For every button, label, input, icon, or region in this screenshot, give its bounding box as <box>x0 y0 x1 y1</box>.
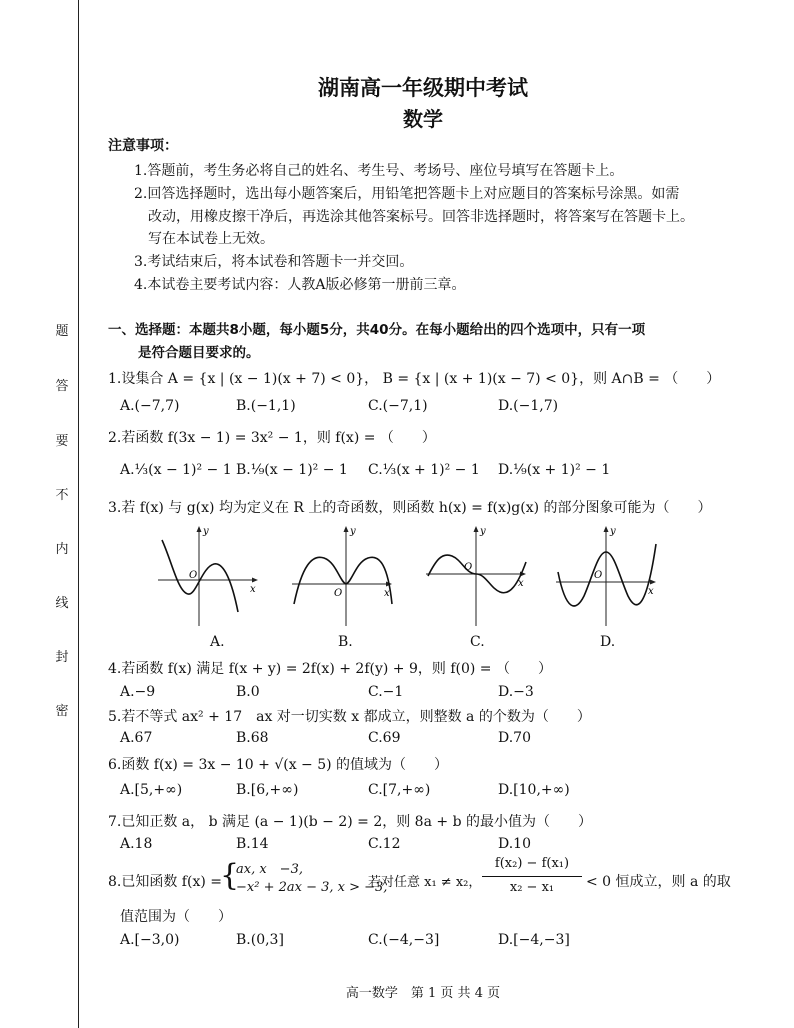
piecewise-brace: { <box>220 858 240 893</box>
question-stem-cont: 值范围为（ ） <box>120 909 232 925</box>
option-d: D.⅑(x + 1)² − 1 <box>498 462 611 478</box>
exam-subject: 数学 <box>403 107 443 131</box>
option-d: D.[−4,−3] <box>498 932 570 948</box>
option-c: C.(−7,1) <box>368 398 428 414</box>
section-heading: 一、选择题：本题共8小题，每小题5分，共40分。在每小题给出的四个选项中，只有一项 <box>108 322 646 338</box>
option-d: D.−3 <box>498 684 534 700</box>
binding-char: 封 <box>55 650 69 665</box>
fraction-bar <box>482 876 582 877</box>
option-b: B.[6,+∞) <box>236 782 299 798</box>
notice-item: 写在本试卷上无效。 <box>148 231 274 247</box>
question-stem: 2.若函数 f(3x − 1) = 3x² − 1，则 f(x) = （ ） <box>108 430 436 446</box>
option-d: D.(−1,7) <box>498 398 559 414</box>
notice-item: 1.答题前，考生务必将自己的姓名、考生号、考场号、座位号填写在答题卡上。 <box>134 163 624 179</box>
graph-d-label: D. <box>600 634 616 650</box>
option-d: D.[10,+∞) <box>498 782 570 798</box>
graph-y-label: y <box>350 526 356 537</box>
option-a: A.67 <box>120 730 153 746</box>
graph-origin-label: O <box>464 562 473 573</box>
question-condition: 若对任意 x₁ ≠ x₂， <box>368 875 482 890</box>
graph-x-label: x <box>384 588 390 599</box>
option-a: A.18 <box>120 836 153 852</box>
section-heading-cont: 是符合题目要求的。 <box>138 345 260 361</box>
binding-char: 要 <box>55 434 69 449</box>
option-b: B.0 <box>236 684 260 700</box>
binding-char: 题 <box>55 324 69 339</box>
option-c: C.[7,+∞) <box>368 782 431 798</box>
option-b: B.14 <box>236 836 269 852</box>
graph-x-label: x <box>250 584 256 595</box>
notice-heading: 注意事项： <box>108 138 178 154</box>
graph-x-label: x <box>518 578 524 589</box>
binding-line <box>78 0 79 1028</box>
notice-item: 4.本试卷主要考试内容：人教A版必修第一册前三章。 <box>134 277 466 293</box>
binding-char: 答 <box>55 379 69 394</box>
graph-c <box>422 522 532 632</box>
graph-origin-label: O <box>594 570 603 581</box>
graph-a-label: A. <box>210 634 225 650</box>
graph-a <box>154 522 264 632</box>
question-stem: 8.已知函数 f(x) = <box>108 874 222 890</box>
option-d: D.70 <box>498 730 531 746</box>
binding-char: 不 <box>55 488 69 503</box>
notice-item: 3.考试结束后，将本试卷和答题卡一并交回。 <box>134 254 414 270</box>
binding-char: 内 <box>55 542 69 557</box>
question-stem: 7.已知正数 a， b 满足 (a − 1)(b − 2) = 2，则 8a + b 的最小值为（ ） <box>108 814 592 830</box>
exam-title: 湖南高一年级期中考试 <box>318 76 528 100</box>
option-b: B.(−1,1) <box>236 398 296 414</box>
option-c: C.69 <box>368 730 401 746</box>
option-c: C.12 <box>368 836 401 852</box>
option-d: D.10 <box>498 836 531 852</box>
question-tail: < 0 恒成立，则 a 的取 <box>586 874 731 890</box>
notice-item: 改动，用橡皮擦干净后，再选涂其他答案标号。回答非选择题时，将答案写在答题卡上。 <box>148 209 694 225</box>
graph-y-label: y <box>610 526 616 537</box>
page-footer: 高一数学 第 1 页 共 4 页 <box>345 986 501 1001</box>
graph-y-label: y <box>203 526 209 537</box>
graph-b-label: B. <box>338 634 353 650</box>
option-a: A.[5,+∞) <box>120 782 183 798</box>
option-a: A.(−7,7) <box>120 398 180 414</box>
question-stem: 1.设集合 A = {x | (x − 1)(x + 7) < 0}， B = {x | (x + 1)(x − 7) < 0}，则 A∩B = （ ） <box>108 371 721 387</box>
graph-c-label: C. <box>470 634 485 650</box>
option-a: A.⅓(x − 1)² − 1 <box>120 462 232 478</box>
question-stem: 4.若函数 f(x) 满足 f(x + y) = 2f(x) + 2f(y) + 9，则 f(0) = （ ） <box>108 661 552 677</box>
option-b: B.⅑(x − 1)² − 1 <box>236 462 348 478</box>
fraction-numerator: f(x₂) − f(x₁) <box>494 856 570 871</box>
option-c: C.⅓(x + 1)² − 1 <box>368 462 480 478</box>
question-stem: 5.若不等式 ax² + 17 ax 对一切实数 x 都成立，则整数 a 的个数为（ ） <box>108 709 591 725</box>
graph-d <box>552 522 662 632</box>
option-b: B.68 <box>236 730 269 746</box>
option-a: A.−9 <box>120 684 156 700</box>
question-stem: 3.若 f(x) 与 g(x) 均为定义在 R 上的奇函数，则函数 h(x) = f(x)g(x) 的部分图象可能为（ ） <box>108 500 712 516</box>
binding-char: 密 <box>55 704 69 719</box>
option-b: B.(0,3] <box>236 932 284 948</box>
option-a: A.[−3,0) <box>120 932 180 948</box>
fraction-denominator: x₂ − x₁ <box>509 880 555 895</box>
graph-x-label: x <box>648 586 654 597</box>
piecewise-case-1: ax, x −3, <box>236 862 303 877</box>
graph-y-label: y <box>480 526 486 537</box>
piecewise-case-2: −x² + 2ax − 3, x > −3, <box>236 880 388 895</box>
option-c: C.(−4,−3] <box>368 932 440 948</box>
graph-b <box>288 522 398 632</box>
option-c: C.−1 <box>368 684 404 700</box>
graph-origin-label: O <box>189 570 198 581</box>
graph-origin-label: O <box>334 588 343 599</box>
binding-char: 线 <box>55 596 69 611</box>
question-stem: 6.函数 f(x) = 3x − 10 + √(x − 5) 的值域为（ ） <box>108 757 449 773</box>
notice-item: 2.回答选择题时，选出每小题答案后，用铅笔把答题卡上对应题目的答案标号涂黑。如需 <box>134 186 680 202</box>
